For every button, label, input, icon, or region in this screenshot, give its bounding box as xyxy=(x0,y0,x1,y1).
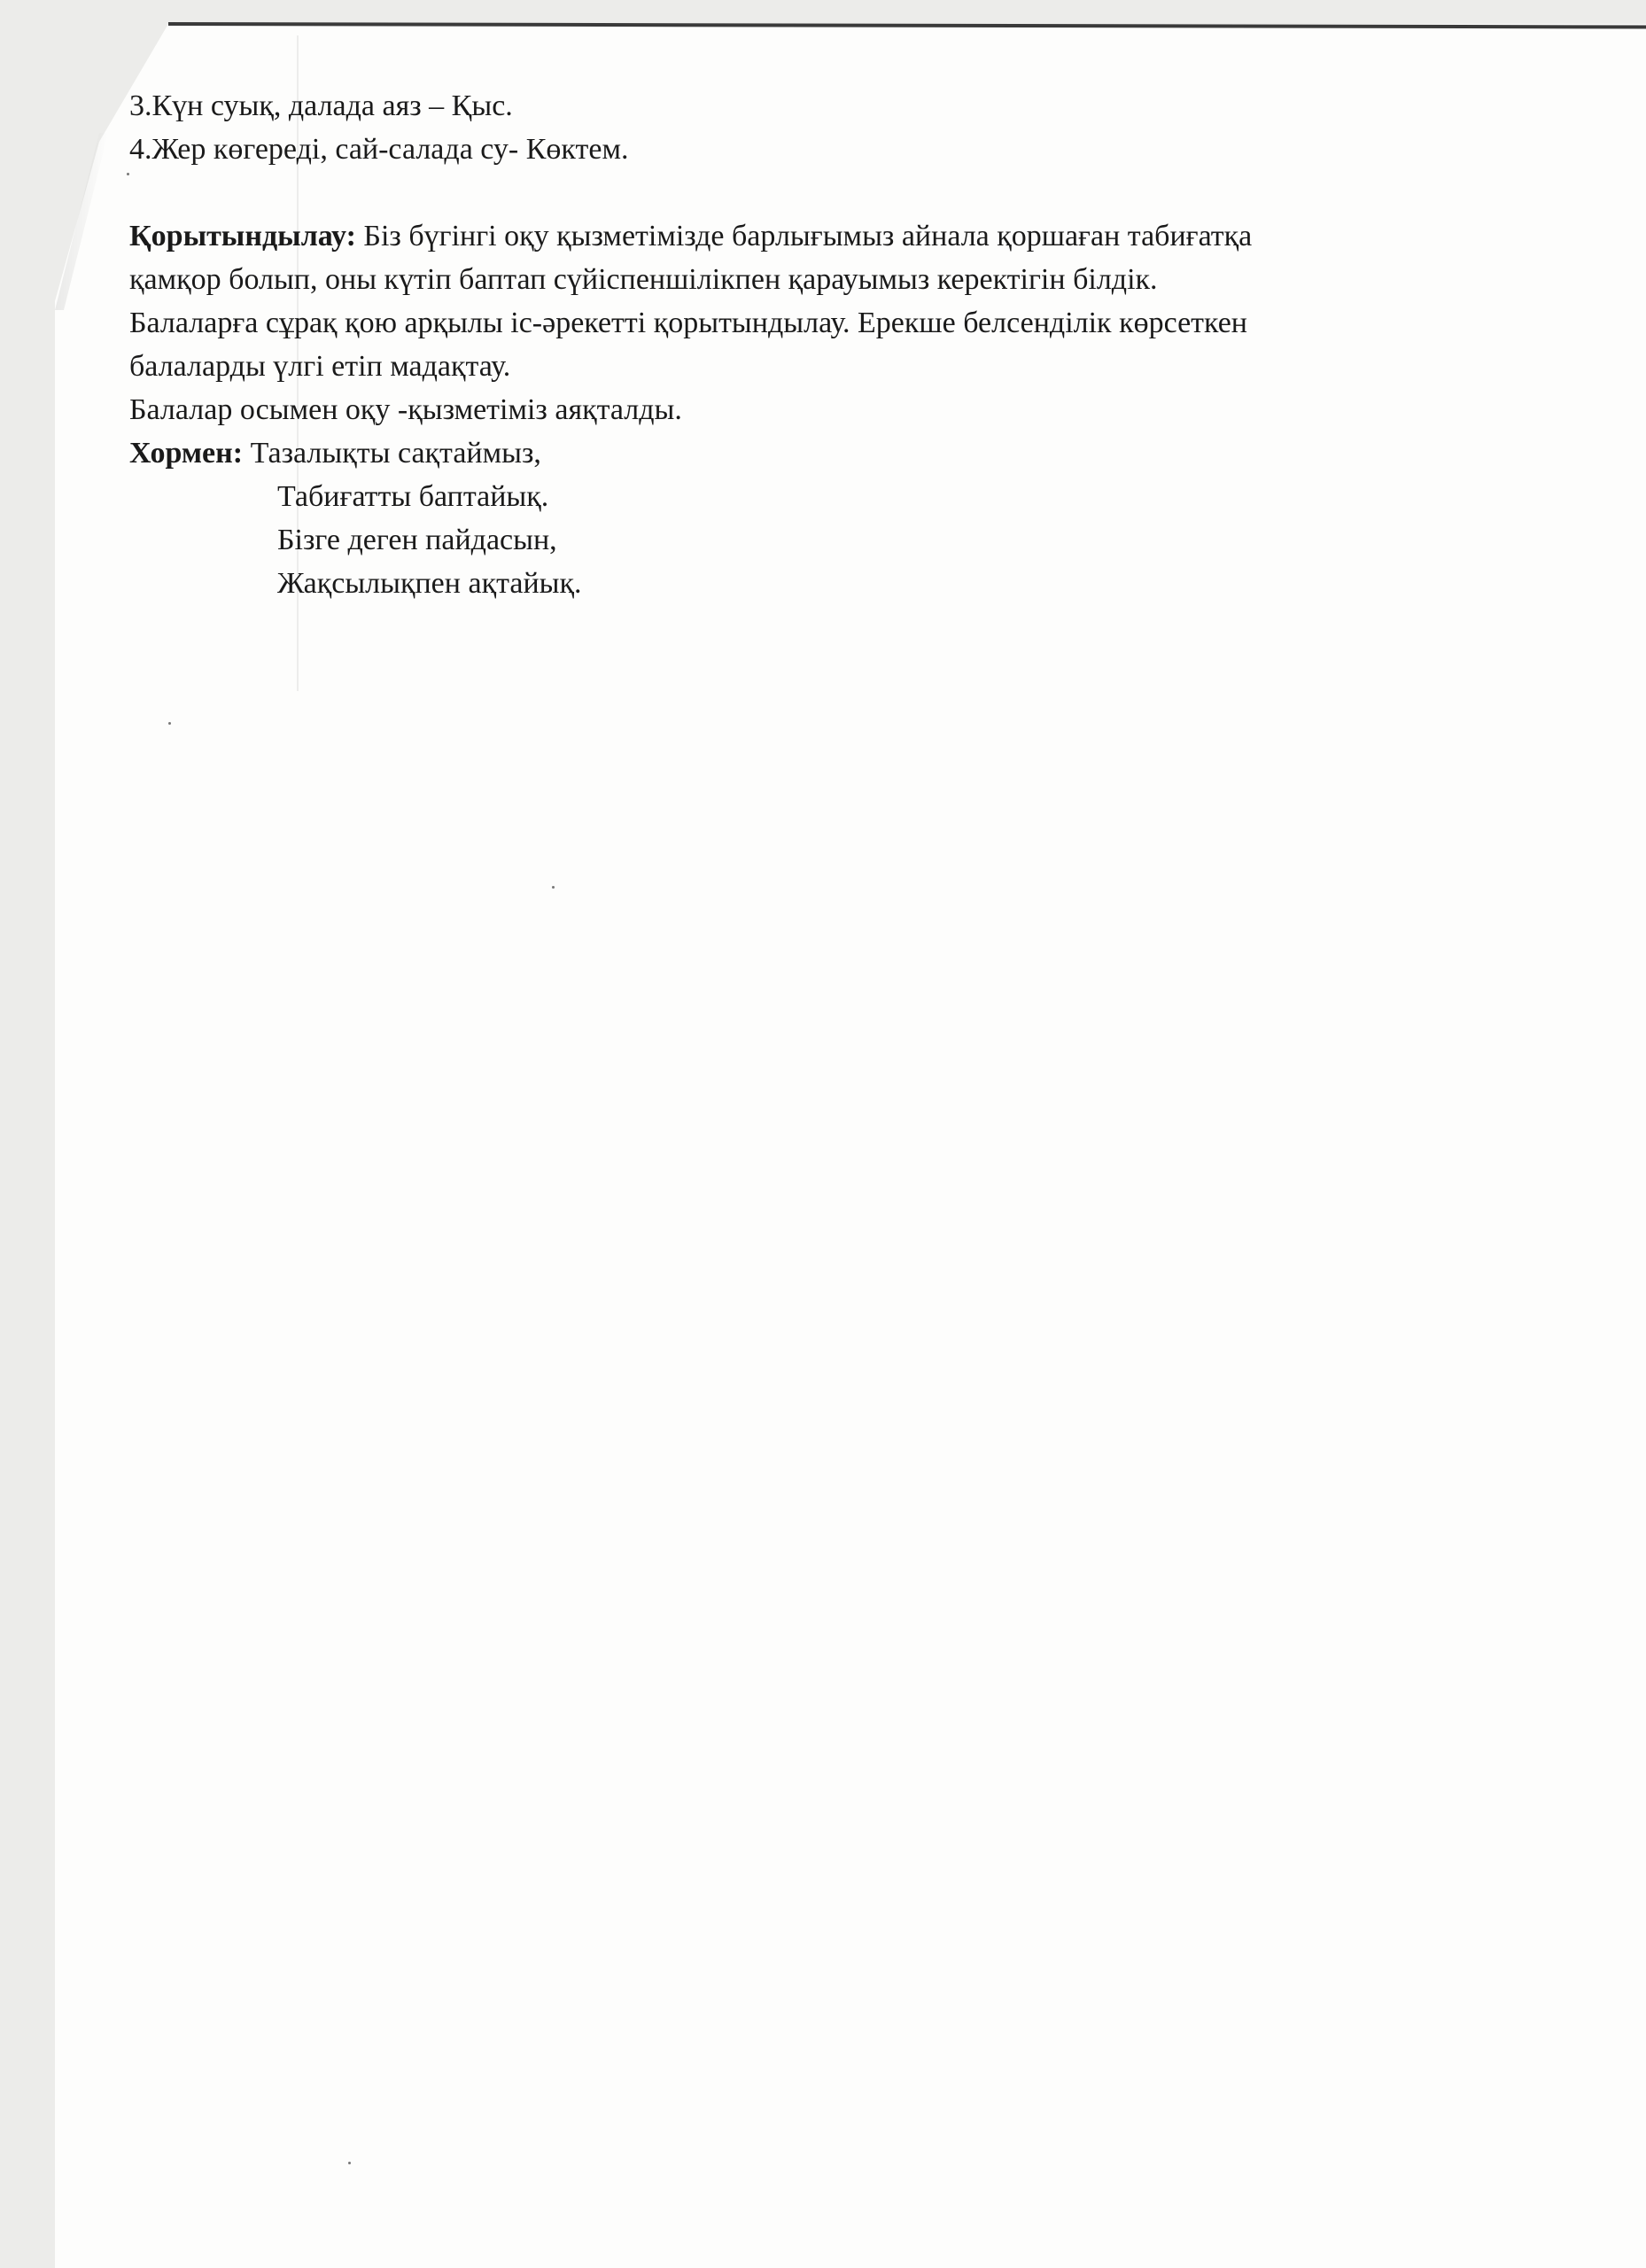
chorus-line xyxy=(129,431,1556,475)
scan-speck xyxy=(348,2162,351,2164)
summary-paragraph-line: Балаларға сұрақ қою арқылы іс-әрекетті қорытындылау. Ерекше белсенділік көрсеткен xyxy=(129,307,1248,339)
list-item: 4.Жер көгереді, сай-салада су- Көктем. xyxy=(129,133,629,166)
scan-speck xyxy=(552,886,555,889)
chorus-line: Бізге деген пайдасын, xyxy=(277,524,557,556)
chorus-line: Табиғатты баптайық. xyxy=(277,480,549,513)
summary-heading: Қорытындылау: xyxy=(129,220,356,252)
scan-speck xyxy=(168,722,171,725)
document-body xyxy=(129,84,1556,605)
blank-line xyxy=(129,171,1556,214)
summary-paragraph-line: балаларды үлгі етіп мадақтау. xyxy=(129,350,511,383)
chorus-heading: Хормен: xyxy=(129,437,244,470)
summary-paragraph-line: Балалар осымен оқу -қызметіміз аяқталды. xyxy=(129,393,682,426)
chorus-line: Жақсылықпен ақтайық. xyxy=(277,567,582,600)
list-item: 3.Күн суық, далада аяз – Қыс. xyxy=(129,89,513,122)
summary-paragraph-line: қамқор болып, оны күтіп баптап сүйіспеншілікпен қарауымыз керектігін білдік. xyxy=(129,263,1158,296)
summary-paragraph-line xyxy=(129,214,1556,258)
chorus-verse: Тазалықты сақтаймыз, xyxy=(243,437,541,470)
summary-text: Біз бүгінгі оқу қызметімізде барлығымыз айнала қоршаған табиғатқа xyxy=(355,220,1253,252)
